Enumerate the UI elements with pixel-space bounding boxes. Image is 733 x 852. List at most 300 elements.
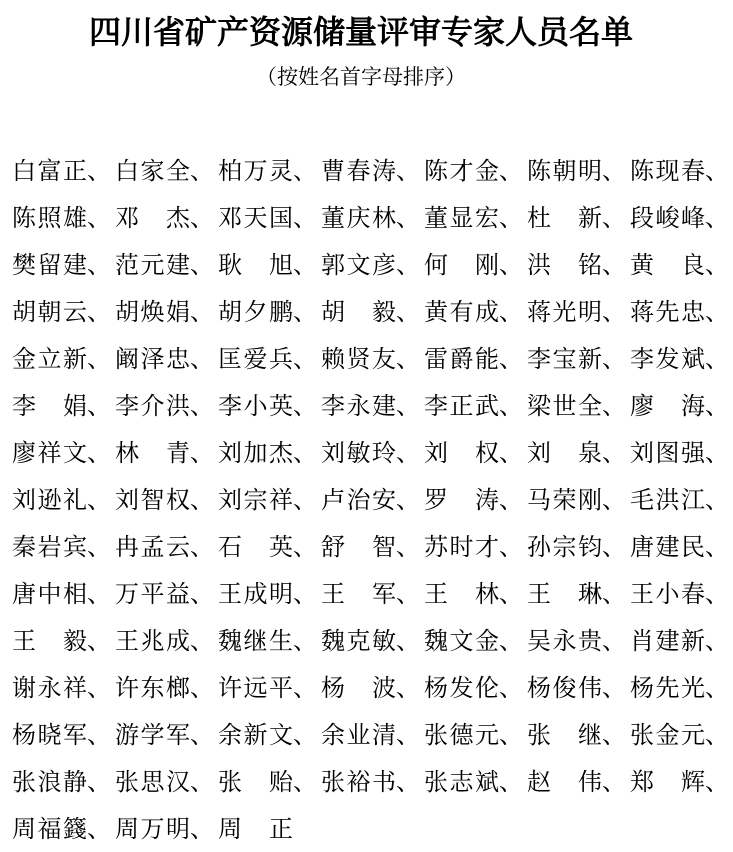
person-name: 刘 敏 玲 xyxy=(321,438,396,467)
name-separator: 、 xyxy=(396,250,420,279)
name-separator: 、 xyxy=(190,156,214,185)
name-separator: 、 xyxy=(705,673,729,702)
name-entry xyxy=(321,531,424,563)
person-name: 卢 治 安 xyxy=(321,485,396,514)
name-separator: 、 xyxy=(293,485,317,514)
name-separator: 、 xyxy=(499,203,523,232)
name-separator: 、 xyxy=(293,438,317,467)
person-name: 魏 文 金 xyxy=(424,626,499,655)
name-separator: 、 xyxy=(602,156,626,185)
name-separator: 、 xyxy=(396,485,420,514)
name-entry xyxy=(630,437,733,469)
person-name: 马 荣 刚 xyxy=(527,485,602,514)
person-name: 邓 杰 xyxy=(115,203,190,232)
name-entry xyxy=(218,296,321,328)
name-separator: 、 xyxy=(602,532,626,561)
name-entry xyxy=(527,155,630,187)
name-entry xyxy=(321,625,424,657)
person-name: 冉 孟 云 xyxy=(115,532,190,561)
person-name: 王 林 xyxy=(424,579,499,608)
name-separator: 、 xyxy=(190,297,214,326)
name-separator: 、 xyxy=(499,485,523,514)
person-name: 李 娟 xyxy=(12,391,87,420)
person-name: 李 宝 新 xyxy=(527,344,602,373)
person-name: 陈 现 春 xyxy=(630,156,705,185)
name-separator: 、 xyxy=(293,203,317,232)
name-list xyxy=(12,147,729,852)
person-name: 谢 永 祥 xyxy=(12,673,87,702)
name-entry xyxy=(115,813,218,845)
name-entry xyxy=(115,296,218,328)
person-name: 胡 毅 xyxy=(321,297,396,326)
name-separator: 、 xyxy=(87,203,111,232)
name-separator: 、 xyxy=(190,391,214,420)
name-entry xyxy=(115,625,218,657)
name-separator: 、 xyxy=(602,626,626,655)
person-name: 石 英 xyxy=(218,532,293,561)
name-entry xyxy=(424,625,527,657)
name-entry xyxy=(218,578,321,610)
name-separator: 、 xyxy=(87,767,111,796)
person-name: 李 永 建 xyxy=(321,391,396,420)
name-entry xyxy=(424,202,527,234)
name-separator: 、 xyxy=(602,344,626,373)
name-separator: 、 xyxy=(396,673,420,702)
name-row xyxy=(12,476,729,523)
name-entry xyxy=(630,296,733,328)
name-separator: 、 xyxy=(293,767,317,796)
person-name: 梁 世 全 xyxy=(527,391,602,420)
name-entry xyxy=(527,531,630,563)
person-name: 许 远 平 xyxy=(218,673,293,702)
name-separator: 、 xyxy=(87,579,111,608)
person-name: 郭 文 彦 xyxy=(321,250,396,279)
name-separator: 、 xyxy=(293,250,317,279)
person-name: 杨 波 xyxy=(321,673,396,702)
name-entry xyxy=(424,343,527,375)
name-separator: 、 xyxy=(602,485,626,514)
person-name: 罗 涛 xyxy=(424,485,499,514)
name-entry xyxy=(527,672,630,704)
name-separator: 、 xyxy=(396,156,420,185)
name-separator: 、 xyxy=(499,297,523,326)
person-name: 李 正 武 xyxy=(424,391,499,420)
name-separator: 、 xyxy=(87,156,111,185)
person-name: 杜 新 xyxy=(527,203,602,232)
person-name: 王 军 xyxy=(321,579,396,608)
person-name: 陈 才 金 xyxy=(424,156,499,185)
name-separator: 、 xyxy=(396,532,420,561)
name-separator: 、 xyxy=(602,720,626,749)
name-separator: 、 xyxy=(705,250,729,279)
name-separator: 、 xyxy=(499,579,523,608)
name-entry xyxy=(218,531,321,563)
name-entry xyxy=(424,296,527,328)
person-name: 耿 旭 xyxy=(218,250,293,279)
name-separator: 、 xyxy=(705,391,729,420)
name-separator: 、 xyxy=(499,250,523,279)
name-row xyxy=(12,664,729,711)
person-name: 刘 泉 xyxy=(527,438,602,467)
name-row xyxy=(12,147,729,194)
name-entry xyxy=(115,531,218,563)
name-separator: 、 xyxy=(190,203,214,232)
name-separator: 、 xyxy=(190,673,214,702)
person-name: 雷 爵 能 xyxy=(424,344,499,373)
name-entry xyxy=(527,578,630,610)
name-entry xyxy=(12,531,115,563)
name-entry xyxy=(527,437,630,469)
name-entry xyxy=(218,249,321,281)
name-entry xyxy=(321,766,424,798)
person-name: 张 金 元 xyxy=(630,720,705,749)
name-entry xyxy=(321,390,424,422)
name-separator: 、 xyxy=(293,532,317,561)
name-entry xyxy=(12,296,115,328)
name-separator: 、 xyxy=(396,203,420,232)
name-entry xyxy=(218,813,321,845)
name-separator: 、 xyxy=(293,673,317,702)
name-entry xyxy=(527,766,630,798)
name-entry xyxy=(424,719,527,751)
name-entry xyxy=(630,155,733,187)
name-separator: 、 xyxy=(87,438,111,467)
person-name: 胡 夕 鹏 xyxy=(218,297,293,326)
name-entry xyxy=(218,390,321,422)
name-separator: 、 xyxy=(499,391,523,420)
person-name: 张 德 元 xyxy=(424,720,499,749)
person-name: 刘 逊 礼 xyxy=(12,485,87,514)
person-name: 孙 宗 钧 xyxy=(527,532,602,561)
person-name: 杨 发 伦 xyxy=(424,673,499,702)
page-subtitle: （按姓名首字母排序） xyxy=(256,65,466,89)
person-name: 刘 加 杰 xyxy=(218,438,293,467)
name-entry xyxy=(321,672,424,704)
name-separator: 、 xyxy=(499,344,523,373)
name-entry xyxy=(12,437,115,469)
person-name: 范 元 建 xyxy=(115,250,190,279)
person-name: 毛 洪 江 xyxy=(630,485,705,514)
name-separator: 、 xyxy=(705,720,729,749)
person-name: 蒋 光 明 xyxy=(527,297,602,326)
name-entry xyxy=(12,249,115,281)
person-name: 王 兆 成 xyxy=(115,626,190,655)
name-separator: 、 xyxy=(293,156,317,185)
name-entry xyxy=(424,578,527,610)
name-separator: 、 xyxy=(499,438,523,467)
person-name: 魏 克 敏 xyxy=(321,626,396,655)
person-name: 秦 岩 宾 xyxy=(12,532,87,561)
person-name: 周 正 xyxy=(218,814,293,843)
name-separator: 、 xyxy=(190,250,214,279)
name-separator: 、 xyxy=(396,391,420,420)
name-entry xyxy=(424,437,527,469)
name-entry xyxy=(115,155,218,187)
name-entry xyxy=(115,719,218,751)
name-entry xyxy=(321,578,424,610)
name-entry xyxy=(115,249,218,281)
person-name: 苏 时 才 xyxy=(424,532,499,561)
person-name: 阚 泽 忠 xyxy=(115,344,190,373)
name-entry xyxy=(630,202,733,234)
name-separator: 、 xyxy=(87,673,111,702)
name-entry xyxy=(218,484,321,516)
person-name: 杨 俊 伟 xyxy=(527,673,602,702)
name-entry xyxy=(115,390,218,422)
name-entry xyxy=(12,672,115,704)
person-name: 洪 铭 xyxy=(527,250,602,279)
name-entry xyxy=(321,296,424,328)
name-separator: 、 xyxy=(499,156,523,185)
name-separator: 、 xyxy=(190,485,214,514)
name-entry xyxy=(115,437,218,469)
name-entry xyxy=(115,343,218,375)
name-entry xyxy=(321,202,424,234)
name-entry xyxy=(630,531,733,563)
name-entry xyxy=(630,484,733,516)
person-name: 何 刚 xyxy=(424,250,499,279)
person-name: 廖 祥 文 xyxy=(12,438,87,467)
name-entry xyxy=(527,343,630,375)
name-row xyxy=(12,335,729,382)
name-separator: 、 xyxy=(87,720,111,749)
person-name: 张 裕 书 xyxy=(321,767,396,796)
name-separator: 、 xyxy=(602,767,626,796)
name-entry xyxy=(218,672,321,704)
name-row xyxy=(12,617,729,664)
person-name: 金 立 新 xyxy=(12,344,87,373)
name-entry xyxy=(424,390,527,422)
name-separator: 、 xyxy=(190,579,214,608)
name-separator: 、 xyxy=(602,391,626,420)
person-name: 肖 建 新 xyxy=(630,626,705,655)
name-entry xyxy=(218,437,321,469)
name-entry xyxy=(12,484,115,516)
name-entry xyxy=(424,672,527,704)
name-entry xyxy=(218,155,321,187)
person-name: 杨 晓 军 xyxy=(12,720,87,749)
name-separator: 、 xyxy=(499,626,523,655)
name-entry xyxy=(218,202,321,234)
name-entry xyxy=(115,672,218,704)
name-separator: 、 xyxy=(705,438,729,467)
name-separator: 、 xyxy=(705,297,729,326)
name-entry xyxy=(630,625,733,657)
name-separator: 、 xyxy=(87,250,111,279)
person-name: 唐 中 相 xyxy=(12,579,87,608)
name-separator: 、 xyxy=(87,626,111,655)
person-name: 邓 天 国 xyxy=(218,203,293,232)
name-separator: 、 xyxy=(293,720,317,749)
name-separator: 、 xyxy=(705,344,729,373)
person-name: 刘 智 权 xyxy=(115,485,190,514)
name-separator: 、 xyxy=(396,767,420,796)
name-entry xyxy=(115,578,218,610)
person-name: 舒 智 xyxy=(321,532,396,561)
name-separator: 、 xyxy=(602,438,626,467)
person-name: 樊 留 建 xyxy=(12,250,87,279)
person-name: 刘 宗 祥 xyxy=(218,485,293,514)
person-name: 胡 朝 云 xyxy=(12,297,87,326)
person-name: 陈 照 雄 xyxy=(12,203,87,232)
page-title: 四川省矿产资源储量评审专家人员名单 xyxy=(88,13,633,51)
person-name: 匡 爱 兵 xyxy=(218,344,293,373)
person-name: 曹 春 涛 xyxy=(321,156,396,185)
name-entry xyxy=(12,766,115,798)
name-entry xyxy=(630,390,733,422)
name-separator: 、 xyxy=(705,156,729,185)
person-name: 段 峻 峰 xyxy=(630,203,705,232)
person-name: 黄 良 xyxy=(630,250,705,279)
name-separator: 、 xyxy=(705,485,729,514)
name-entry xyxy=(12,155,115,187)
person-name: 杨 先 光 xyxy=(630,673,705,702)
name-separator: 、 xyxy=(293,297,317,326)
name-entry xyxy=(218,766,321,798)
person-name: 游 学 军 xyxy=(115,720,190,749)
name-separator: 、 xyxy=(705,203,729,232)
person-name: 蒋 先 忠 xyxy=(630,297,705,326)
name-separator: 、 xyxy=(293,626,317,655)
name-row xyxy=(12,194,729,241)
name-entry xyxy=(12,343,115,375)
person-name: 万 平 益 xyxy=(115,579,190,608)
name-row xyxy=(12,288,729,335)
name-entry xyxy=(527,249,630,281)
name-entry xyxy=(321,343,424,375)
name-separator: 、 xyxy=(293,344,317,373)
name-separator: 、 xyxy=(87,344,111,373)
person-name: 唐 建 民 xyxy=(630,532,705,561)
person-name: 李 小 英 xyxy=(218,391,293,420)
name-separator: 、 xyxy=(87,297,111,326)
name-entry xyxy=(424,155,527,187)
name-row xyxy=(12,758,729,805)
name-entry xyxy=(321,249,424,281)
person-name: 柏 万 灵 xyxy=(218,156,293,185)
name-separator: 、 xyxy=(293,391,317,420)
name-separator: 、 xyxy=(602,297,626,326)
person-name: 张 继 xyxy=(527,720,602,749)
name-row xyxy=(12,711,729,758)
name-entry xyxy=(527,625,630,657)
name-entry xyxy=(115,766,218,798)
name-separator: 、 xyxy=(396,297,420,326)
name-separator: 、 xyxy=(190,814,214,843)
name-entry xyxy=(12,390,115,422)
person-name: 廖 海 xyxy=(630,391,705,420)
person-name: 陈 朝 明 xyxy=(527,156,602,185)
name-entry xyxy=(12,578,115,610)
name-entry xyxy=(424,249,527,281)
person-name: 吴 永 贵 xyxy=(527,626,602,655)
name-separator: 、 xyxy=(705,579,729,608)
name-separator: 、 xyxy=(602,250,626,279)
name-separator: 、 xyxy=(705,767,729,796)
name-entry xyxy=(527,296,630,328)
person-name: 周 福 籛 xyxy=(12,814,87,843)
name-separator: 、 xyxy=(602,673,626,702)
person-name: 刘 图 强 xyxy=(630,438,705,467)
person-name: 王 毅 xyxy=(12,626,87,655)
person-name: 刘 权 xyxy=(424,438,499,467)
name-separator: 、 xyxy=(396,344,420,373)
name-entry xyxy=(527,202,630,234)
name-entry xyxy=(630,578,733,610)
name-entry xyxy=(218,719,321,751)
name-separator: 、 xyxy=(499,532,523,561)
name-separator: 、 xyxy=(87,814,111,843)
name-entry xyxy=(12,625,115,657)
name-entry xyxy=(424,766,527,798)
person-name: 王 小 春 xyxy=(630,579,705,608)
person-name: 许 东 榔 xyxy=(115,673,190,702)
name-entry xyxy=(321,484,424,516)
name-entry xyxy=(424,484,527,516)
person-name: 林 青 xyxy=(115,438,190,467)
person-name: 余 业 清 xyxy=(321,720,396,749)
person-name: 张 志 斌 xyxy=(424,767,499,796)
name-separator: 、 xyxy=(705,532,729,561)
person-name: 董 庆 林 xyxy=(321,203,396,232)
name-separator: 、 xyxy=(602,203,626,232)
person-name: 李 介 洪 xyxy=(115,391,190,420)
person-name: 白 家 全 xyxy=(115,156,190,185)
person-name: 王 琳 xyxy=(527,579,602,608)
name-entry xyxy=(321,437,424,469)
name-row xyxy=(12,241,729,288)
name-separator: 、 xyxy=(396,720,420,749)
name-entry xyxy=(630,249,733,281)
name-entry xyxy=(115,484,218,516)
person-name: 余 新 文 xyxy=(218,720,293,749)
name-entry xyxy=(630,719,733,751)
name-separator: 、 xyxy=(87,391,111,420)
name-entry xyxy=(630,672,733,704)
name-entry xyxy=(12,813,115,845)
name-separator: 、 xyxy=(190,767,214,796)
name-entry xyxy=(527,484,630,516)
name-entry xyxy=(630,343,733,375)
person-name: 黄 有 成 xyxy=(424,297,499,326)
person-name: 郑 辉 xyxy=(630,767,705,796)
name-separator: 、 xyxy=(602,579,626,608)
person-name: 魏 继 生 xyxy=(218,626,293,655)
name-separator: 、 xyxy=(190,720,214,749)
person-name: 张 浪 静 xyxy=(12,767,87,796)
person-name: 李 发 斌 xyxy=(630,344,705,373)
name-entry xyxy=(424,531,527,563)
name-entry xyxy=(12,202,115,234)
name-separator: 、 xyxy=(499,673,523,702)
name-separator: 、 xyxy=(293,579,317,608)
name-separator: 、 xyxy=(87,485,111,514)
person-name: 赖 贤 友 xyxy=(321,344,396,373)
person-name: 周 万 明 xyxy=(115,814,190,843)
person-name: 张 贻 xyxy=(218,767,293,796)
name-entry xyxy=(321,719,424,751)
person-name: 胡 焕 娟 xyxy=(115,297,190,326)
name-separator: 、 xyxy=(499,767,523,796)
name-entry xyxy=(12,719,115,751)
name-separator: 、 xyxy=(499,720,523,749)
name-entry xyxy=(115,202,218,234)
person-name: 王 成 明 xyxy=(218,579,293,608)
name-entry xyxy=(527,390,630,422)
person-name: 张 思 汉 xyxy=(115,767,190,796)
name-separator: 、 xyxy=(396,438,420,467)
name-separator: 、 xyxy=(396,579,420,608)
